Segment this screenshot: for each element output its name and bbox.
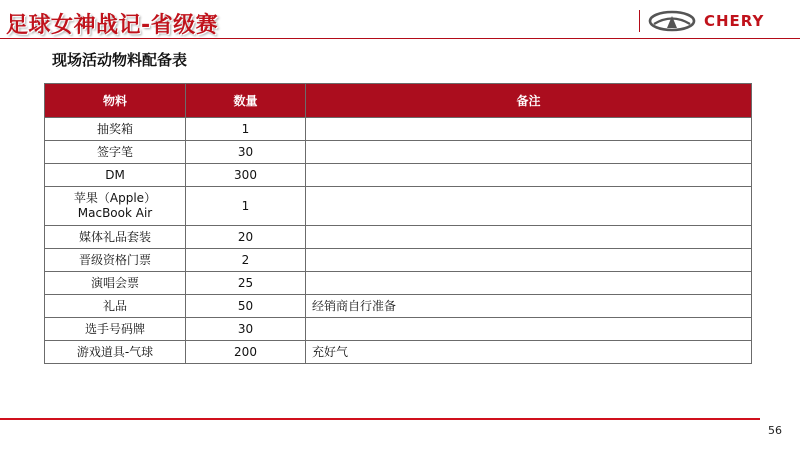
note-cell xyxy=(306,118,752,141)
brand-logo xyxy=(639,8,797,34)
item-cell: DM xyxy=(45,164,186,187)
column-header-note: 备注 xyxy=(306,84,752,118)
table-row xyxy=(45,249,752,272)
note-cell xyxy=(306,249,752,272)
item-cell-line: 苹果（Apple） xyxy=(73,191,157,205)
note-cell: 经销商自行准备 xyxy=(306,295,752,318)
note-cell xyxy=(306,141,752,164)
column-header-quantity: 数量 xyxy=(186,84,306,118)
note-cell xyxy=(306,164,752,187)
table-row xyxy=(45,164,752,187)
table-row xyxy=(45,341,752,364)
materials-table xyxy=(44,83,752,364)
item-cell: 晋级资格门票 xyxy=(45,249,186,272)
chery-logo-icon xyxy=(648,10,696,32)
quantity-cell: 300 xyxy=(186,164,306,187)
quantity-cell: 50 xyxy=(186,295,306,318)
table-row xyxy=(45,187,752,226)
table-row xyxy=(45,141,752,164)
column-header-item: 物料 xyxy=(45,84,186,118)
item-cell: 媒体礼品套装 xyxy=(45,226,186,249)
quantity-cell: 30 xyxy=(186,141,306,164)
item-cell: 礼品 xyxy=(45,295,186,318)
table-row xyxy=(45,272,752,295)
page-title: 足球女神战记-省级赛 xyxy=(6,13,219,38)
logo-divider xyxy=(639,10,640,32)
note-cell xyxy=(306,272,752,295)
quantity-cell: 200 xyxy=(186,341,306,364)
quantity-cell: 25 xyxy=(186,272,306,295)
table-header-row xyxy=(45,84,752,118)
section-subtitle: 现场活动物料配备表 xyxy=(52,51,188,69)
item-cell: 选手号码牌 xyxy=(45,318,186,341)
note-cell: 充好气 xyxy=(306,341,752,364)
note-cell xyxy=(306,226,752,249)
item-cell: 抽奖箱 xyxy=(45,118,186,141)
item-cell: 演唱会票 xyxy=(45,272,186,295)
table-row xyxy=(45,295,752,318)
note-cell xyxy=(306,187,752,226)
item-cell xyxy=(45,187,186,226)
page-number: 56 xyxy=(768,424,782,437)
item-cell: 签字笔 xyxy=(45,141,186,164)
header-divider xyxy=(0,38,800,39)
table-row xyxy=(45,318,752,341)
footer-divider xyxy=(0,418,760,420)
quantity-cell: 1 xyxy=(186,187,306,226)
item-cell-line: MacBook Air xyxy=(77,206,153,220)
table-row xyxy=(45,226,752,249)
table-row xyxy=(45,118,752,141)
item-cell: 游戏道具-气球 xyxy=(45,341,186,364)
note-cell xyxy=(306,318,752,341)
quantity-cell: 2 xyxy=(186,249,306,272)
quantity-cell: 1 xyxy=(186,118,306,141)
brand-name: CHERY xyxy=(704,12,765,30)
quantity-cell: 30 xyxy=(186,318,306,341)
quantity-cell: 20 xyxy=(186,226,306,249)
